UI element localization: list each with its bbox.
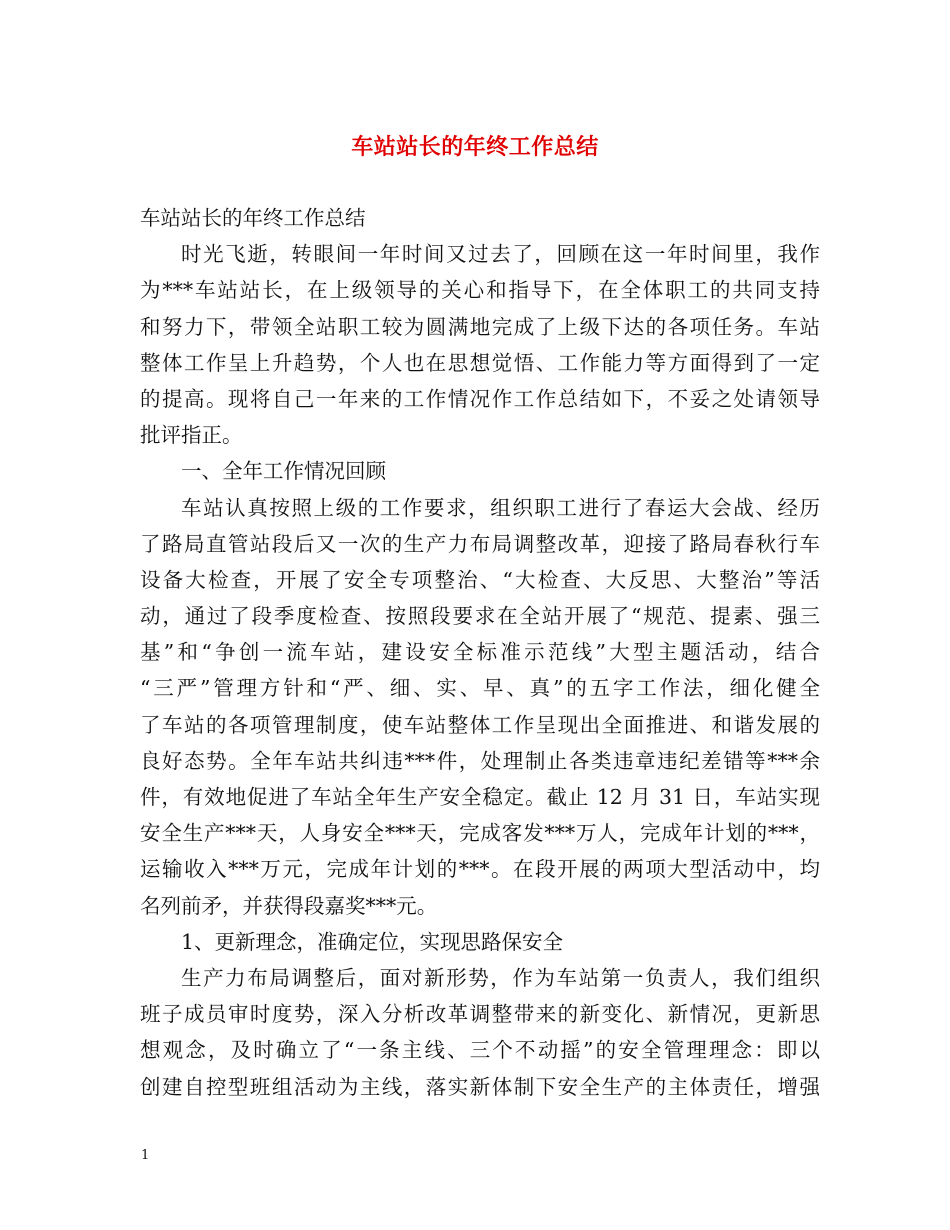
paragraph-3-line: 想观念，及时确立了“一条主线、三个不动摇”的安全管理理念：即以	[140, 1038, 820, 1063]
section-heading: 一、全年工作情况回顾	[181, 459, 386, 484]
paragraph-3-line: 生产力布局调整后，面对新形势，作为车站第一负责人，我们组织	[181, 965, 820, 990]
paragraph-1-line: 和努力下，带领全站职工较为圆满地完成了上级下达的各项任务。车站	[140, 314, 820, 339]
paragraph-1-line: 的提高。现将自己一年来的工作情况作工作总结如下，不妥之处请领导	[140, 386, 820, 411]
paragraph-2-line: 安全生产***天，人身安全***天，完成客发***万人，完成年计划的***，	[140, 821, 820, 846]
paragraph-3-line: 创建自控型班组活动为主线，落实新体制下安全生产的主体责任，增强	[140, 1074, 820, 1099]
paragraph-3-line: 班子成员审时度势，深入分析改革调整带来的新变化、新情况，更新思	[140, 1002, 820, 1027]
paragraph-1-line: 为***车站站长，在上级领导的关心和指导下，在全体职工的共同支持	[140, 278, 820, 303]
paragraph-1-line: 整体工作呈上升趋势，个人也在思想觉悟、工作能力等方面得到了一定	[140, 350, 820, 375]
document-title: 车站站长的年终工作总结	[351, 134, 599, 160]
paragraph-2-line: 运输收入***万元，完成年计划的***。在段开展的两项大型活动中，均	[140, 857, 820, 882]
paragraph-2-line: 设备大检查，开展了安全专项整治、“大检查、大反思、大整治”等活	[140, 567, 820, 592]
page-number: 1	[141, 1148, 150, 1163]
paragraph-2-line: 了车站的各项管理制度，使车站整体工作呈现出全面推进、和谐发展的	[140, 712, 820, 737]
paragraph-2-line: 名列前矛，并获得段嘉奖***元。	[140, 893, 438, 918]
subsection-heading: 1、更新理念，准确定位，实现思路保安全	[181, 929, 564, 954]
paragraph-1-line: 时光飞逝，转眼间一年时间又过去了，回顾在这一年时间里，我作	[181, 242, 820, 267]
paragraph-2-line: 基”和“争创一流车站，建设安全标准示范线”大型主题活动，结合	[140, 640, 820, 665]
paragraph-2-line: “三严”管理方针和“严、细、实、早、真”的五字工作法，细化健全	[140, 676, 820, 701]
paragraph-2-line: 良好态势。全年车站共纠违***件，处理制止各类违章违纪差错等***余	[140, 748, 820, 773]
paragraph-2-line: 车站认真按照上级的工作要求，组织职工进行了春运大会战、经历	[181, 495, 820, 520]
document-body	[140, 200, 820, 1105]
paragraph-2-line: 动，通过了段季度检查、按照段要求在全站开展了“规范、提素、强三	[140, 604, 820, 629]
paragraph-2-line: 了路局直管站段后又一次的生产力布局调整改革，迎接了路局春秋行车	[140, 531, 820, 556]
paragraph-1-line: 批评指正。	[140, 423, 243, 448]
document-subtitle: 车站站长的年终工作总结	[140, 206, 366, 230]
paragraph-2-line: 件，有效地促进了车站全年生产安全稳定。截止 12 月 31 日，车站实现	[140, 785, 820, 809]
